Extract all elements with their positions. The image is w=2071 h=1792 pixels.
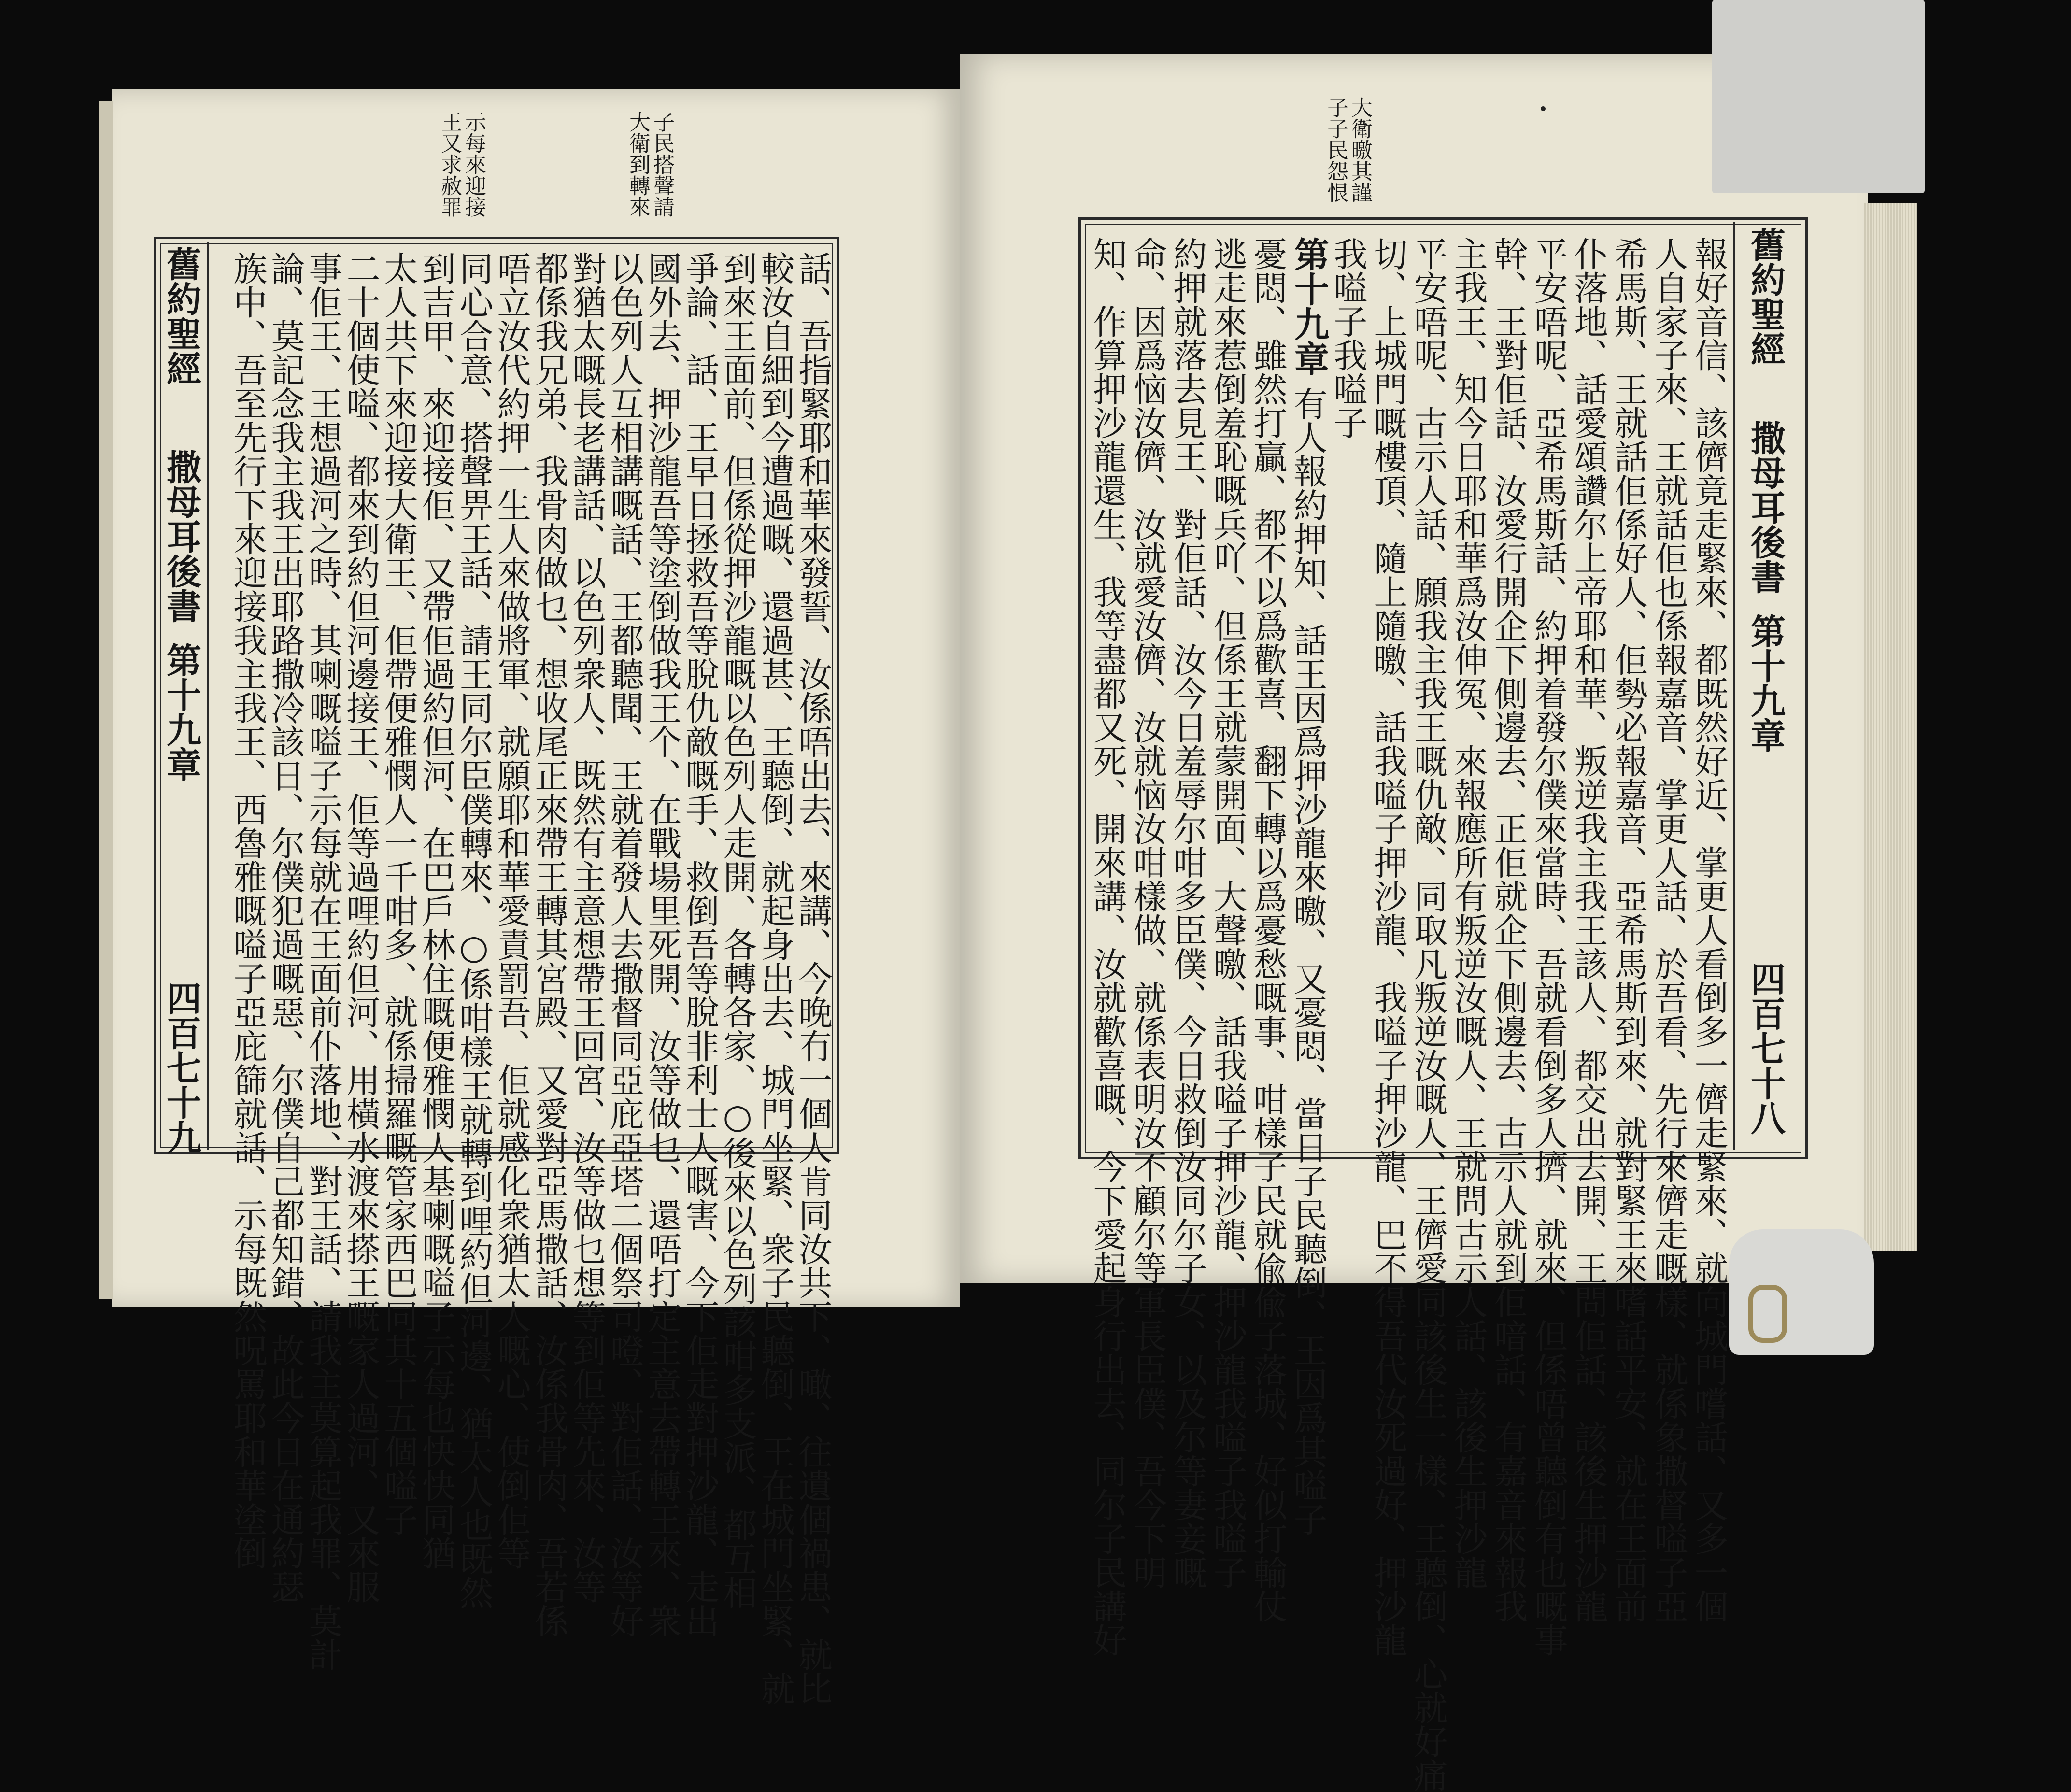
right-top-note-2: 子子民怨恨: [1323, 97, 1348, 203]
text-column: 平安唔呢、亞希馬斯話、約押着發尔僕來當時、吾就看倒多人擠、就來、但係唔曾聽倒有也嘅事: [1529, 237, 1568, 1657]
chapter-heading: 第十九章: [1289, 237, 1330, 376]
text-column: 唔立汝代約押一生人來做將軍、就願耶和華愛責罰吾、佢就感化衆猶太人嘅心、使倒佢等: [492, 251, 531, 1570]
text-column: 太人共下來迎接大衛王、佢帶便雅憫人一千咁多、就係掃羅嘅管家西巴同其十五個嗌子: [379, 251, 418, 1536]
left-top-note-1: 子民搭聲請: [650, 111, 674, 217]
right-header-rule: [1733, 222, 1735, 1150]
text-column: 都係我兄弟、我骨肉做乜、想收尾正來帶王轉其宮殿、又愛對亞馬撒話、汝係我骨肉、吾若係: [529, 251, 569, 1637]
text-column: 到吉甲、來迎接佢、又帶佢過約但河、在巴戶林住嘅便雅憫人基喇嘅嗌子示每也快快同猶: [416, 251, 456, 1570]
left-top-note-3: 示每來迎接: [461, 111, 486, 217]
left-page-edges: [99, 101, 113, 1299]
text-column: 命、因爲恼汝儕、汝就愛汝儕、汝就恼汝咁樣做、就係表明汝不顧尔等軍長臣僕、吾今下明: [1128, 237, 1167, 1589]
text-column: 約押就落去見王、對佢話、汝今日羞辱尔咁多臣僕、今日救倒汝同尔子女、以及尔等妻妾嘅: [1168, 237, 1207, 1589]
text-column: 族中、吾至先行下來迎接我主我王、西魯雅嘅嗌子亞庇篩就話、示每既然呪罵耶和華塗倒: [228, 251, 268, 1570]
text-column: 切、上城門嘅樓頂、隨上隨曒、話我嗌子押沙龍、我嗌子押沙龍、巴不得吾代汝死過好、押沙龍: [1368, 237, 1408, 1657]
text-column: 主我王、知今日耶和華爲汝伸冤、來報應所有叛逆汝嘅人、王就問古示人話、該後生押沙龍: [1448, 237, 1488, 1589]
left-book-name: 撒母耳後書: [161, 449, 202, 623]
right-page-edges: [1864, 203, 1917, 1251]
text-column: 對猶太嘅長老講話、以色列衆人、既然有主意想帶王回宮、汝等做乜想等到佢等先來、汝等: [567, 251, 607, 1604]
right-book-name: 撒母耳後書: [1745, 420, 1786, 594]
text-column: 平安唔呢、古示人話、願我主我王嘅仇敵、同取凡叛逆汝嘅人、王儕愛同該後生一樣、王聽倒、心就好痛: [1408, 237, 1448, 1792]
text-column: 人自家子來、王就話佢也係報嘉音、掌更人話、於吾看、先行來儕走嘅樣、就係象撒督嗌子亞: [1649, 237, 1688, 1623]
left-book-title: 舊約聖經: [161, 246, 202, 385]
text-column: 話、吾指緊耶和華來發誓、汝係唔出去、來講、今晚冇一個人肯同汝共下、噉、往遺個禍患、就比: [793, 251, 833, 1705]
text-column: 國外去、押沙龍吾等塗倒做我王个、在戰場里死開、汝等做乜、還唔打定主意去帶轉王來、衆: [642, 251, 682, 1637]
ink-speck: [1541, 106, 1546, 111]
text-column: 希馬斯、王就話佢係好人、佢勢必報嘉音、亞希馬斯到來、就對緊王來嗜話平安、就在王面前: [1609, 237, 1648, 1623]
left-page-number: 四百七十九: [161, 981, 202, 1154]
right-chapter-label: 第十九章: [1745, 613, 1786, 753]
text-column: 爭論、話、王早日拯救吾等脫仇敵嘅手、救倒吾等脫非利士人嘅害、今下佢走對押沙龍、走出: [680, 251, 720, 1637]
left-header-rule: [207, 242, 209, 1150]
left-top-note-2: 大衛到轉來: [625, 111, 650, 217]
text-column: 論、莫記念我主我王出耶路撒冷該日、尔僕犯過嘅惡、尔僕自己都知錯、故此今日在通約瑟: [266, 251, 305, 1604]
text-column: 知、作算押沙龍還生、我等盡都又死、開來講、汝就歡喜嘅、今下愛起身行出去、同尔子民講好: [1088, 237, 1127, 1657]
text-column: 以色列人互相講嘅話、王都聽聞、王就着發人去撒督同亞庇亞塔二個祭司噔、對佢話、汝等好: [605, 251, 644, 1637]
text-column: 逃走來惹倒羞恥嘅兵吖、但係王就蒙開面、大聲曒、話我嗌子押沙龍、押沙龍我嗌子我嗌子: [1208, 237, 1248, 1589]
text-column: 到來王面前、但係從押沙龍嘅以色列人走開、各轉各家、○後來以色列該咁多支派、都互相: [718, 251, 757, 1609]
left-chapter-label: 第十九章: [161, 642, 202, 782]
text-column: 較汝自細到今遭過嘅、還過甚、王聽倒、就起身出去、城門坐緊、衆子民聽倒、王在城門坐緊、就: [755, 251, 795, 1705]
text-column: 事佢王、王想過河之時、其喇嘅嗌子示每就在王面前仆落地、對王話、請我主莫算起我罪、莫計: [303, 251, 343, 1671]
text-column: 同心合意、搭聲畀王話、請王同尔臣僕轉來、○係咁樣王就轉到哩約但河邊、猶太人也既然: [454, 251, 494, 1609]
right-page-number: 四百七十八: [1745, 961, 1786, 1135]
text-column: 有人報約押知、話王因爲押沙龍來曒、又憂悶、當日子民聽倒、王因爲其嗌子: [1288, 386, 1328, 1536]
text-column: 幹、王對佢話、汝愛行開企下側邊去、正佢就企下側邊去、古示人就到佢喑話、有嘉音來報我: [1489, 237, 1528, 1623]
text-column: 二十個使嗌、都來到約但河邊接王、佢等過哩約但河、用橫水渡來搽王嘅家人過河、又來服: [341, 251, 381, 1604]
text-column: 我嗌子我嗌子: [1328, 237, 1368, 440]
right-book-title: 舊約聖經: [1745, 227, 1786, 366]
text-column: 憂悶、雖然打贏、都不以爲歡喜、翻下轉以爲憂愁嘅事、咁樣子民就偸偸子落城、好似打輸仗: [1248, 237, 1288, 1623]
text-column: 仆落地、話愛頌讚尔上帝耶和華、叛逆我主我王該人、都交出去開、王問佢話、該後生押沙龍: [1569, 237, 1608, 1623]
right-top-note-1: 大衛曒其謹: [1348, 97, 1372, 203]
page-clip-top: [1712, 0, 1925, 193]
clip-ring: [1748, 1285, 1787, 1343]
text-column: 報好音信、該儕竟走緊來、都既然好近、掌更人看倒多一儕走緊來、就向城門嚐話、又多一個: [1689, 237, 1729, 1623]
left-top-note-4: 王又求赦罪: [437, 111, 462, 217]
